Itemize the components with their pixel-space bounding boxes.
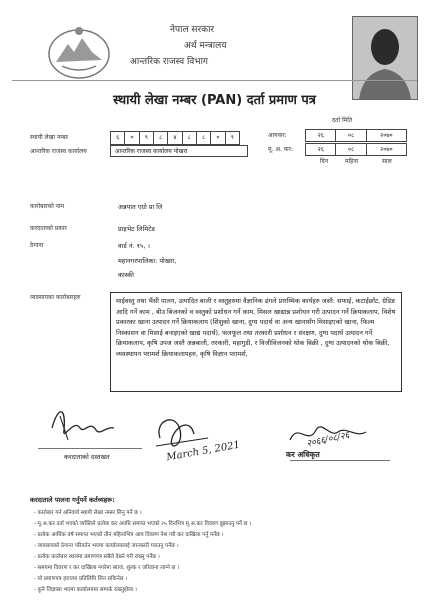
pan-digit: ० [211,132,225,144]
handwritten-date: March 5, 2021 [165,439,241,464]
vat-day: २६ [306,144,336,155]
income-tax-month: ०८ [336,130,366,141]
business-activities-label: व्यवसायका कारोबारहरु [30,294,81,301]
vat-date-label: मू. अ. कर: [268,146,293,153]
pan-label: स्थायी लेखा नम्बर [30,134,69,141]
duty-item: - प्रत्येक कारोबार स्थलमा प्रमाणपत्र सबैले देख्ने गरी राख्नु पर्नेछ । [34,554,160,560]
income-tax-day: २६ [306,130,336,141]
income-tax-date-label: आयकर: [268,132,287,139]
duty-item: - कुनै जिज्ञासा भएमा कार्यालयमा सम्पर्क राख्नुहोला । [34,587,137,593]
taxpayer-signature-line [38,448,142,449]
address-line-3: कास्की [118,271,134,279]
duty-item: - कारोबार गर्न अनिवार्य स्थायी लेखा नम्बर लिनु पर्ने छ । [34,510,142,516]
header-line-2: अर्थ मन्त्रालय [184,41,227,51]
registration-date-heading: दर्ता मिति [332,117,353,124]
pan-digit: ८ [197,132,211,144]
certificate-title: स्थायी लेखा नम्बर (PAN) दर्ता प्रमाण पत्र [113,93,316,108]
pan-digit: ० [125,132,139,144]
handwritten-date-signature [150,408,270,470]
date-footer-day: दिन [320,158,329,165]
officer-label: कर अधिकृत [286,450,320,459]
office-value: आन्तरिक राजस्व कार्यालय पोखरा [110,145,248,157]
handwritten-nepali-date: २०६६/०८/२६ [305,430,351,450]
applicant-photo [352,16,418,100]
header-line-1: नेपाल सरकार [170,25,215,35]
vat-year: २०७० [380,146,393,153]
taxpayer-signature [44,400,134,450]
business-name-value: अन्नपात एग्रो प्रा लि [118,203,163,211]
pan-digit: ८ [154,132,168,144]
pan-digit: ४ [168,132,182,144]
duties-title: करदाताले पालना गर्नुपर्ने कर्तव्यहरू: [30,496,115,504]
address-line-2: महानगरपालिका: पोखरा, [118,257,177,265]
taxpayer-type-label: करदाताको प्रकार [30,225,67,232]
taxpayer-signature-label: करदाताको दस्तखत [64,453,110,461]
duty-item: - यो प्रमाणपत्र हराएमा प्रतिलिपि लिन सकिनेछ । [34,576,128,582]
government-emblem [42,22,116,82]
duty-item: - समयमा विवरण र कर दाखिला नगरेमा ब्याज, शुल्क र जरिवाना लाग्ने छ । [34,565,180,571]
taxpayer-type-value: प्राइभेट लिमिटेड [118,225,155,233]
pan-digit: ६ [111,132,125,144]
officer-signature-line [290,460,390,461]
pan-digit: ९ [140,132,154,144]
header-line-3: आन्तरिक राजस्व विभाग [130,57,209,67]
date-footer-year: साल [382,158,392,165]
vat-date [305,143,407,156]
address-line-1: वार्ड नं. १५, । [118,242,150,250]
income-tax-date [305,129,407,142]
pan-digit: ८ [183,132,197,144]
duty-item: - प्रत्येक आर्थिक वर्ष समाप्त भएको तीन महिनाभित्र आय विवरण पेश गरी कर दाखिला गर्नु पर्नेछ । [34,532,224,538]
business-activities-text: माईवस्तु तथा भैंसी पालन, उत्पादित बाली र वस्तुहरुमा वैज्ञानिक ढंगले प्रारम्भिक कार्यहरु जस्तै: सफाई, कटाईछाँट, ग्रेडिङ आदि गर्ने काम , बीउ बिजनको व वस्तुको प्रशोधन गर्ने काम, मिसल खाद्यान्न प्रशोधन गरी उत्पादन गर्ने क्रियाकलाप, विशेष प्रकारका खाना उत्पादन गर्ने क्रियाकलाप (शिशुको खाना, दुग्ध पदार्थ वा अन्य खानासँग मिसाइएको खाना, फिल्म निस्कासन वा मिसाई बनाइएको खाद्य पदार्थ), फलफूल तथा तरकारी प्रशोधन र संरक्षण, दुग्ध पदार्थ उत्पादन गर्ने क्रियाकलाप, कृषि उपज जस्तै अन्नबाली, तरकारी, महागुडी, र विजीविजनको थोक बिक्री , दुग्ध उत्पादनको थोक बिक्री, व्यवस्थापन परामर्श क्रियाकलापहरु, कृषि विज्ञान परामर्श, [116,297,396,358]
vat-month: ०८ [336,144,366,155]
duty-item: - मू.अ.कर दर्ता भएको व्यक्तिले प्रत्येक कर अवधि समाप्त भएको २५ दिनभित्र मू.अ.कर विवरण बुझाउनु पर्ने छ । [34,521,252,527]
date-footer-month: महिना [345,158,359,165]
office-label: आन्तरिक राजस्व कार्यालय [30,148,87,155]
business-name-label: कारोबारको नाम [30,203,65,210]
income-tax-year: २०७० [380,132,393,139]
header-divider [12,80,417,81]
address-label: ठेगाना [30,242,44,249]
duty-item: - व्यवसायको ठेगाना परिवर्तन भएमा कार्यालयलाई जानकारी गराउनु पर्नेछ । [34,543,179,549]
pan-number [110,131,240,145]
pan-digit: ९ [230,134,234,141]
